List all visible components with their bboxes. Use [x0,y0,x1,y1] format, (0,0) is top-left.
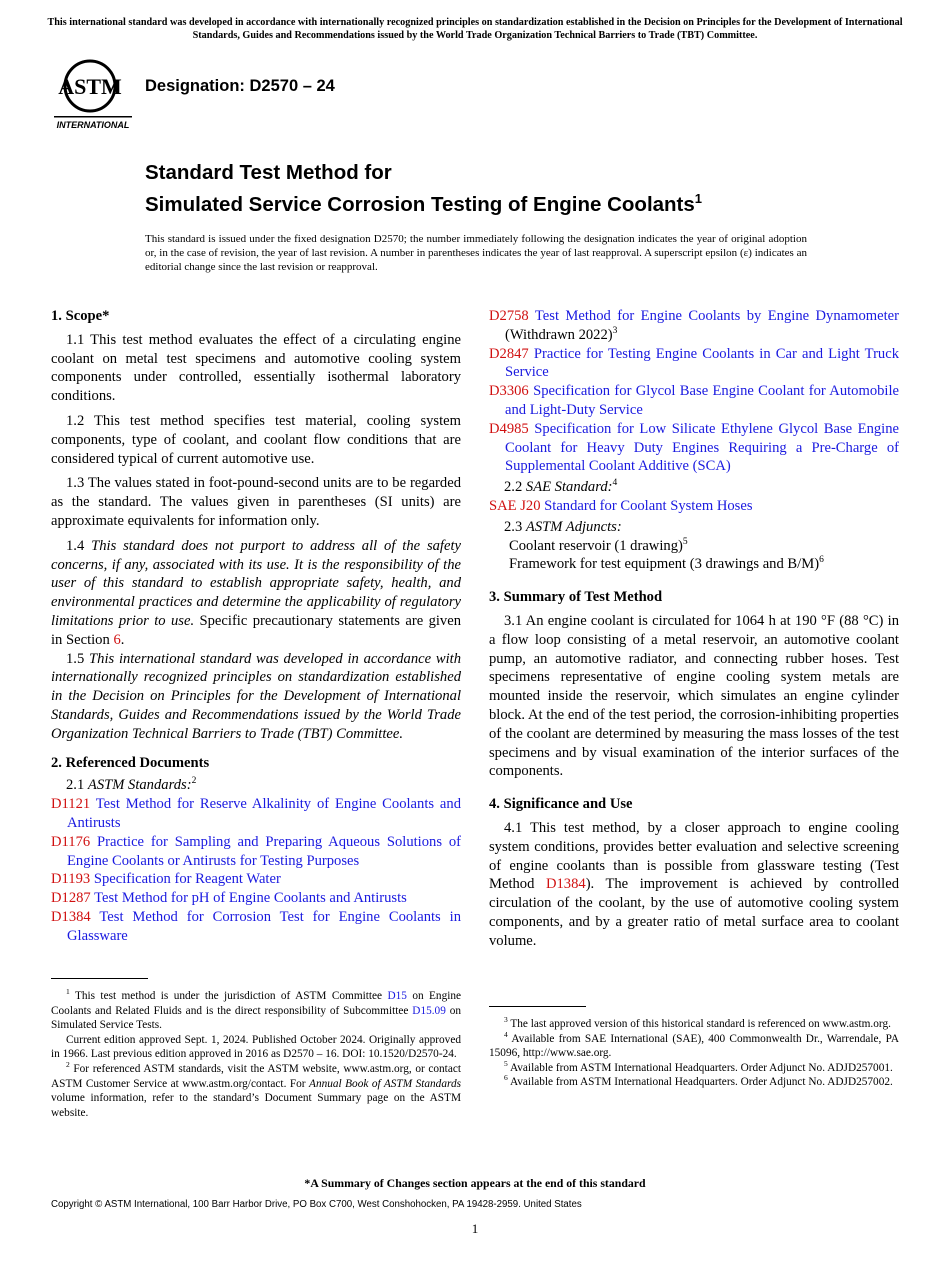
sae-standard-label: 2.2 SAE Standard:$^4$ [504,478,618,496]
referenced-heading: 2. Referenced Documents [51,754,210,771]
footnote-4: $^4$ Available from SAE International (SAE), 400 Commonwealth Dr., Warrendale, PA 15096, http://www.sae.org. [489,1029,899,1060]
footnote-1-edition: Current edition approved Sept. 1, 2024. Published October 2024. Originally approved in 1966. Last previous edition approved in 2016 as D2570 – 16. DOI: 10.1520/D2570-24. [51,1033,461,1061]
significance-4-1: 4.1 This test method, by a closer approach to engine cooling system conditions, provides better evaluation and selective screening of engine coolants than is possible from glassware testing (Test Method D1384). The improvement is achieved by controlled circulation of the coolant, by the use of automotive cooling system components, and by a greater ratio of metal surface area to coolant volume. [489,819,899,949]
scope-1-2: 1.2 This test method specifies test material, cooling system components, type of coolant, and coolant flow conditions that are considered typical of current automotive use. [51,412,461,467]
scope-1-1: 1.1 This test method evaluates the effect of a circulating engine coolant on metal test specimens and automotive cooling system components under controlled, essentially isothermal laboratory conditions. [51,331,461,405]
ref-d1287[interactable]: D1287 Test Method for pH of Engine Coolants and Antirusts [51,890,407,907]
footnote-1: $^1$ This test method is under the jurisdiction of ASTM Committee D15 on Engine Coolants and Related Fluids and is the direct responsibility of Subcommittee D15.09 on Simulated Service Tests. [51,987,462,1032]
title-footnote-mark: 1 [694,191,703,206]
ref-d3306[interactable]: D3306 Specification for Glycol Base Engine Coolant for Automobile and Light-Duty Service [489,383,899,418]
title-line-1: Standard Test Method for [145,161,392,184]
right-column [489,307,899,951]
footnote-rule-left [51,978,148,979]
document-title [145,160,702,218]
footnotes-right [489,1017,899,1090]
committee-d15-link[interactable]: D15 [387,990,407,1002]
adjunct-2: Framework for test equipment (3 drawings and B/M)$^6$ [509,555,824,573]
ref-d2758[interactable]: D2758 Test Method for Engine Coolants by Engine Dynamometer (Withdrawn 2022)$^3$ [489,308,899,343]
astm-standards-label: 2.1 ASTM Standards:$^2$ [66,776,197,794]
scope-1-5-italic: This international standard was developed in accordance with internationally recognized principles on standardization established in the Decision on Principles for the Development of International Standards, Guides and Recommendations issued by the World Trade Organization Technical Barriers to Trade (TBT) Committee. [51,650,462,742]
scope-1-3: 1.3 The values stated in foot-pound-second units are to be regarded as the standard. The values given in parentheses (SI units) are approximate equivalents for information only. [51,475,461,529]
ref-d1121[interactable]: D1121 Test Method for Reserve Alkalinity of Engine Coolants and Antirusts [51,796,461,831]
ref-d1384[interactable]: D1384 Test Method for Corrosion Test for Engine Coolants in Glassware [51,908,461,944]
summary-of-changes-note: *A Summary of Changes section appears at the end of this standard [304,1176,646,1190]
top-notice: This international standard was developed in accordance with internationally recognized principles on standardization established in the Decision on Principles for the Development of International Standards, Guides and Recommendations issued by the World Trade Organization Technical Barriers to Trade (TBT) Committee. [47,17,903,41]
footnote-3: $^3$ The last approved version of this historical standard is referenced on www.astm.org. [504,1015,891,1030]
summary-3-1: 3.1 An engine coolant is circulated for 1064 h at 190 °F (88 °C) in a flow loop consisting of a metal reservoir, an automotive coolant pump, an automotive radiator, and connecting rubber hoses. Test specimens representative of engine cooling system metals are mounted inside the reservoir, which simulates an engine cylinder block. At the end of the test period, the corrosion-inhibiting properties of the coolant are determined by measuring the mass losses of the test specimens and by visual examination of the interior surfaces of the components. [489,612,899,780]
footnote-2: $^2$ For referenced ASTM standards, visit the ASTM website, www.astm.org, or contact ASTM Customer Service at www.astm.org/contact. For Annual Book of ASTM Standards volume information, refer to the standard’s Document Summary page on the ASTM website. [51,1060,462,1119]
astm-adjuncts-label: 2.3 ASTM Adjuncts: [504,518,622,535]
designation: Designation: D2570 – 24 [145,77,335,95]
d1384-link[interactable]: D1384 [545,876,586,893]
summary-heading: 3. Summary of Test Method [489,589,663,606]
footnotes-left [51,989,461,1120]
subcommittee-link[interactable]: D15.09 [412,1004,446,1017]
adjunct-1: Coolant reservoir (1 drawing)$^5$ [509,536,688,554]
astm-logo [52,58,134,130]
ref-d2847[interactable]: D2847 Practice for Testing Engine Coolants in Car and Light Truck Service [489,345,899,381]
section-6-link[interactable]: 6 [113,631,121,648]
ref-sae-j20[interactable]: SAE J20 Standard for Coolant System Hoses [489,497,753,514]
ref-d1176[interactable]: D1176 Practice for Sampling and Preparing Aqueous Solutions of Engine Coolants or Antirusts for Testing Purposes [51,833,462,869]
astm-logo-icon [52,58,134,130]
scope-1-4-italic: This standard does not purport to address all of the safety concerns, if any, associated with its use. It is the responsibility of the user of this standard to establish appropriate safety, health, and environmental practices and determine the applicability of regulatory limitations prior to use. [51,537,461,629]
footnote-6: $^6$ Available from ASTM International Headquarters. Order Adjunct No. ADJD257002. [504,1073,893,1089]
logo-text: ASTM [58,74,122,99]
scope-1-5: 1.5 This international standard was developed in accordance with internationally recognized principles on standardization established in the Decision on Principles for the Development of International Standards, Guides and Recommendations issued by the World Trade Organization Technical Barriers to Trade (TBT) Committee. [51,650,462,742]
title-line-2: Simulated Service Corrosion Testing of Engine Coolants [145,192,695,216]
significance-heading: 4. Significance and Use [489,796,633,813]
ref-d1193[interactable]: D1193 Specification for Reagent Water [51,871,281,888]
scope-1-4: 1.4 This standard does not purport to address all of the safety concerns, if any, associated with its use. It is the responsibility of the user of this standard to establish appropriate safety, health, and environmental practices and determine the applicability of regulatory limitations prior to use. Specific precautionary statements are given in Section 6. [51,537,461,648]
left-column [51,307,461,946]
copyright: Copyright © ASTM International, 100 Barr Harbor Drive, PO Box C700, West Conshohocken, PA 19428-2959. United States [51,1199,582,1210]
issue-note: This standard is issued under the fixed designation D2570; the number immediately following the designation indicates the year of original adoption or, in the case of revision, the year of last revision. A number in parentheses indicates the year of last reapproval. A superscript epsilon (ε) indicates an editorial change since the last revision or reapproval. [145,233,807,274]
logo-subtext: INTERNATIONAL [56,120,130,130]
page-number: 1 [471,1221,479,1236]
footnote-5: $^5$ Available from ASTM International Headquarters. Order Adjunct No. ADJD257001. [504,1059,893,1074]
scope-heading: 1. Scope* [51,308,110,324]
footnote-rule-right [489,1006,586,1007]
ref-d4985[interactable]: D4985 Specification for Low Silicate Ethylene Glycol Base Engine Coolant for Heavy Duty Engines Requiring a Pre-Charge of Supplemental Coolant Additive (SCA) [489,420,899,475]
